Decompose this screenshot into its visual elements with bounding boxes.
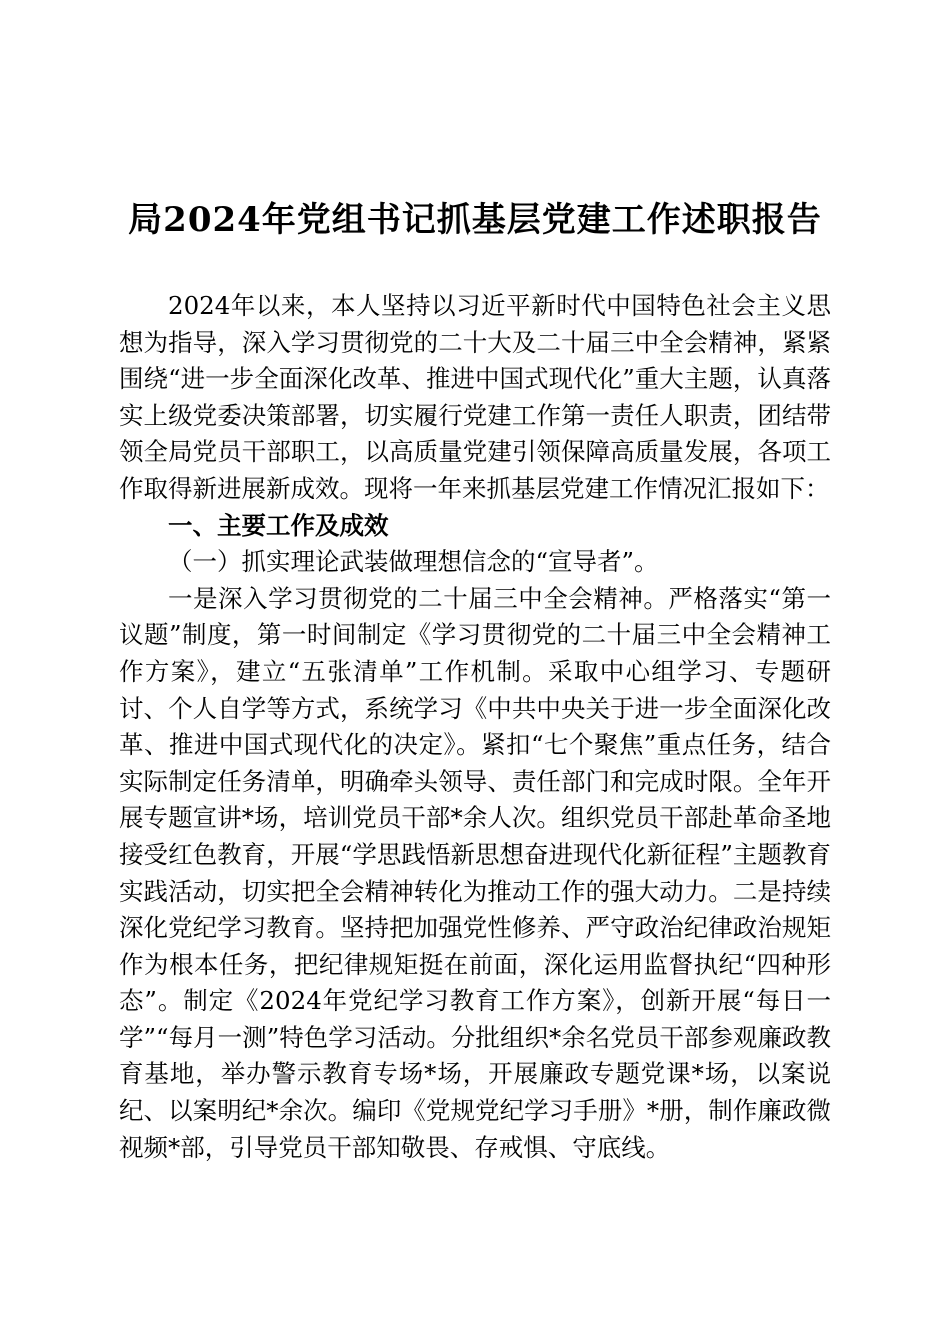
body-paragraph: 一是深入学习贯彻党的二十届三中全会精神。严格落实“第一议题”制度，第一时间制定《学习贯彻党的二十届三中全会精神工作方案》，建立“五张清单”工作机制。采取中心组学习、专题研讨、个人自学等方式，系统学习《中共中央关于进一步全面深化改革、推进中国式现代化的决定》。紧扣“七个聚焦”重点任务，结合实际制定任务清单，明确牵头领导、责任部门和完成时限。全年开展专题宣讲*场，培训党员干部*余人次。组织党员干部赴革命圣地接受红色教育，开展“学思践悟新思想奋进现代化新征程”主题教育实践活动，切实把全会精神转化为推动工作的强大动力。二是持续深化党纪学习教育。坚持把加强党性修养、严守政治纪律政治规矩作为根本任务，把纪律规矩挺在前面，深化运用监督执纪“四种形态”。制定《2024年党纪学习教育工作方案》，创新开展“每日一学”“每月一测”特色学习活动。分批组织*余名党员干部参观廉政教育基地，举办警示教育专场*场，开展廉政专题党课*场，以案说纪、以案明纪*余次。编印《党规党纪学习手册》*册，制作廉政微视频*部，引导党员干部知敬畏、存戒惧、守底线。 xyxy=(119,583,831,1162)
document-title: 局2024年党组书记抓基层党建工作述职报告 xyxy=(128,200,822,240)
section-heading: 一、主要工作及成效 xyxy=(168,510,389,540)
subsection-heading: （一）抓实理论武装做理想信念的“宣导者”。 xyxy=(168,547,659,577)
document-body xyxy=(119,288,831,1166)
intro-paragraph: 2024年以来，本人坚持以习近平新时代中国特色社会主义思想为指导，深入学习贯彻党的二十大及二十届三中全会精神，紧紧围绕“进一步全面深化改革、推进中国式现代化”重大主题，认真落实上级党委决策部署，切实履行党建工作第一责任人职责，团结带领全局党员干部职工，以高质量党建引领保障高质量发展，各项工作取得新进展新成效。现将一年来抓基层党建工作情况汇报如下： xyxy=(119,291,831,503)
